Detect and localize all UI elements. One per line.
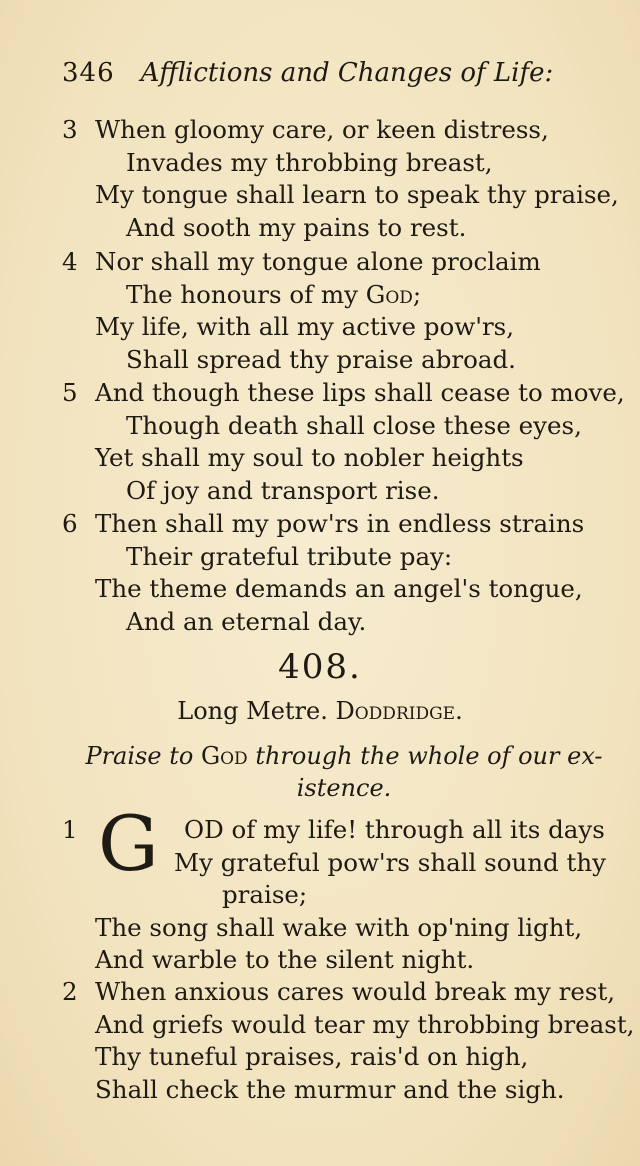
- verse-line: And sooth my pains to rest.: [126, 212, 467, 242]
- verse-line: Shall spread thy praise abroad.: [126, 344, 516, 374]
- stanza-6: [62, 508, 632, 638]
- stanza-3: [62, 114, 632, 244]
- verse-line: The honours of my God;: [126, 279, 422, 309]
- stanza-number: 4: [62, 247, 78, 276]
- stanza-2: [62, 976, 635, 1106]
- stanza-number: 1: [62, 815, 78, 844]
- stanza-5: [62, 377, 632, 507]
- running-title: Afflictions and Changes of Life:: [140, 58, 554, 88]
- author: Doddridge.: [335, 697, 463, 725]
- verse-line: OD of my life! through all its days: [184, 815, 605, 844]
- verse-line: Of joy and transport rise.: [126, 475, 440, 505]
- drop-cap: G: [98, 799, 159, 888]
- verse-line: Invades my throbbing breast,: [126, 147, 493, 177]
- verse-line: Shall check the murmur and the sigh.: [95, 1074, 565, 1104]
- verse-line: And warble to the silent night.: [95, 945, 475, 974]
- verse-line: My life, with all my active pow'rs,: [95, 312, 515, 341]
- verse-turnover: praise;: [222, 880, 308, 909]
- hymn-number: 408.: [278, 647, 362, 687]
- verse-line: The song shall wake with op'ning light,: [95, 912, 583, 942]
- stanza-number: 3: [62, 115, 78, 144]
- stanza-4: [62, 246, 632, 376]
- verse-line: And an eternal day.: [126, 606, 367, 636]
- stanza-1: [62, 814, 632, 977]
- verse-line: My tongue shall learn to speak thy praise,: [95, 180, 619, 209]
- verse-line: My grateful pow'rs shall sound thy: [174, 847, 606, 877]
- verse-line: When anxious cares would break my rest,: [95, 977, 616, 1006]
- stanza-number: 6: [62, 509, 78, 538]
- verse-line: Though death shall close these eyes,: [126, 410, 582, 440]
- hymn-subtitle: Praise to God through the whole of our ex- istence.: [85, 742, 603, 802]
- metre: Long Metre.: [177, 697, 328, 725]
- verse-line: Then shall my pow'rs in endless strains: [95, 509, 585, 538]
- running-head: [62, 58, 553, 88]
- verse-line: Thy tuneful praises, rais'd on high,: [95, 1042, 529, 1071]
- stanza-number: 2: [62, 977, 78, 1006]
- verse-line: Yet shall my soul to nobler heights: [95, 443, 524, 472]
- verse-line: And griefs would tear my throbbing breast,: [95, 1009, 635, 1039]
- verse-line: Nor shall my tongue alone proclaim: [95, 247, 541, 276]
- god-word: God: [200, 742, 248, 770]
- page-number: 346: [62, 58, 115, 88]
- stanza-number: 5: [62, 378, 78, 407]
- god-word: God;: [365, 279, 422, 309]
- verse-line: And though these lips shall cease to move,: [95, 378, 625, 407]
- verse-line: Their grateful tribute pay:: [126, 541, 453, 571]
- verse-line: When gloomy care, or keen distress,: [95, 115, 549, 144]
- metre-line: [0, 697, 640, 725]
- verse-line: The theme demands an angel's tongue,: [95, 574, 583, 603]
